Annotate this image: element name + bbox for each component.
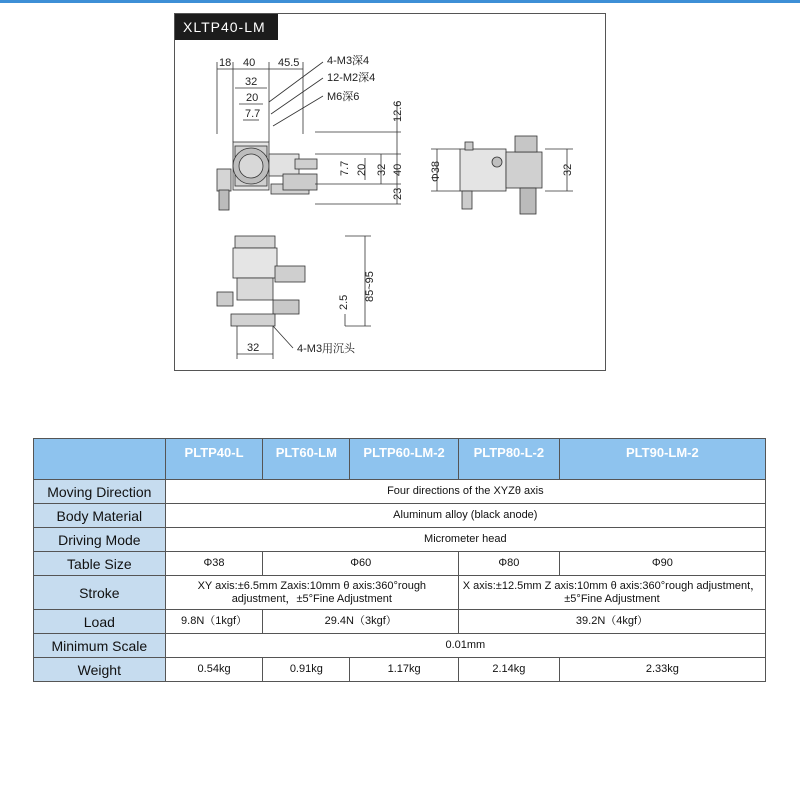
row-stroke: [34, 576, 766, 610]
row-label: Body Material: [34, 504, 166, 528]
cell-value: Four directions of the XYZθ axis: [165, 480, 765, 504]
cell-value: Aluminum alloy (black anode): [165, 504, 765, 528]
cell-value: 1.17kg: [350, 658, 459, 682]
cell-value: 2.14kg: [458, 658, 559, 682]
dim-right-2: 32: [376, 163, 388, 176]
col-header-1: PLTP40-L: [165, 439, 263, 480]
cell-value: Φ80: [458, 552, 559, 576]
col-header-2: PLT60-LM: [263, 439, 350, 480]
row-label: Moving Direction: [34, 480, 166, 504]
dim-right-4: 23: [392, 187, 404, 200]
dim-front-1: 85~95: [364, 271, 376, 302]
col-header-5: PLT90-LM-2: [559, 439, 765, 480]
front-callout: 4-M3用沉头: [297, 343, 356, 355]
callout-3: M6深6: [327, 91, 360, 103]
row-label: Driving Mode: [34, 528, 166, 552]
row-table-size: [34, 552, 766, 576]
cell-value: 0.01mm: [165, 634, 765, 658]
dim-right-3: 40: [392, 163, 404, 176]
cell-value: 9.8N（1kgf）: [165, 610, 263, 634]
callout-1: 4-M3深4: [327, 55, 370, 67]
dim-top-4: 32: [245, 76, 258, 88]
model-title: XLTP40-LM: [175, 14, 278, 40]
row-moving-direction: [34, 480, 766, 504]
cell-value: 0.91kg: [263, 658, 350, 682]
cell-value: Φ60: [263, 552, 459, 576]
dim-top-6: 7.7: [245, 108, 261, 120]
row-weight: [34, 658, 766, 682]
cell-value: 0.54kg: [165, 658, 263, 682]
cell-value: Micrometer head: [165, 528, 765, 552]
cell-value: 2.33kg: [559, 658, 765, 682]
dim-inner-2: 20: [356, 163, 368, 176]
dim-inner-1: 7.7: [339, 160, 351, 176]
top-rule: [0, 0, 800, 3]
row-label: Table Size: [34, 552, 166, 576]
dim-top-1: 18: [219, 57, 232, 69]
cell-value: Φ90: [559, 552, 765, 576]
header-row: [34, 439, 766, 480]
row-load: [34, 610, 766, 634]
front-view-stage: [217, 236, 305, 326]
drawing-svg: [175, 14, 605, 370]
row-label: Weight: [34, 658, 166, 682]
col-header-4: PLTP80-L-2: [458, 439, 559, 480]
dim-side-2: 32: [562, 163, 574, 176]
header-corner: [34, 439, 166, 480]
cell-value: X axis:±12.5mm Z axis:10mm θ axis:360°rough adjustment，±5°Fine Adjustment: [458, 576, 765, 610]
dim-right-1: 12.6: [392, 100, 404, 122]
row-label: Stroke: [34, 576, 166, 610]
dim-top-5: 20: [246, 92, 259, 104]
col-header-3: PLTP60-LM-2: [350, 439, 459, 480]
cell-value: XY axis:±6.5mm Zaxis:10mm θ axis:360°rough adjustment，±5°Fine Adjustment: [165, 576, 458, 610]
top-view-stage: [217, 142, 317, 210]
spec-table: [33, 438, 766, 682]
row-label: Minimum Scale: [34, 634, 166, 658]
cell-value: Φ38: [165, 552, 263, 576]
dim-front-3: 32: [247, 342, 260, 354]
dim-front-2: 2.5: [338, 294, 350, 310]
cell-value: 39.2N（4kgf）: [458, 610, 765, 634]
dim-top-3: 45.5: [278, 57, 300, 69]
side-view-stage: [460, 136, 542, 214]
callout-2: 12-M2深4: [327, 72, 376, 84]
dim-top-2: 40: [243, 57, 256, 69]
row-body-material: [34, 504, 766, 528]
cell-value: 29.4N（3kgf）: [263, 610, 459, 634]
technical-drawing: [174, 13, 606, 371]
row-label: Load: [34, 610, 166, 634]
row-minimum-scale: [34, 634, 766, 658]
dim-side-1: Φ38: [430, 160, 442, 182]
row-driving-mode: [34, 528, 766, 552]
